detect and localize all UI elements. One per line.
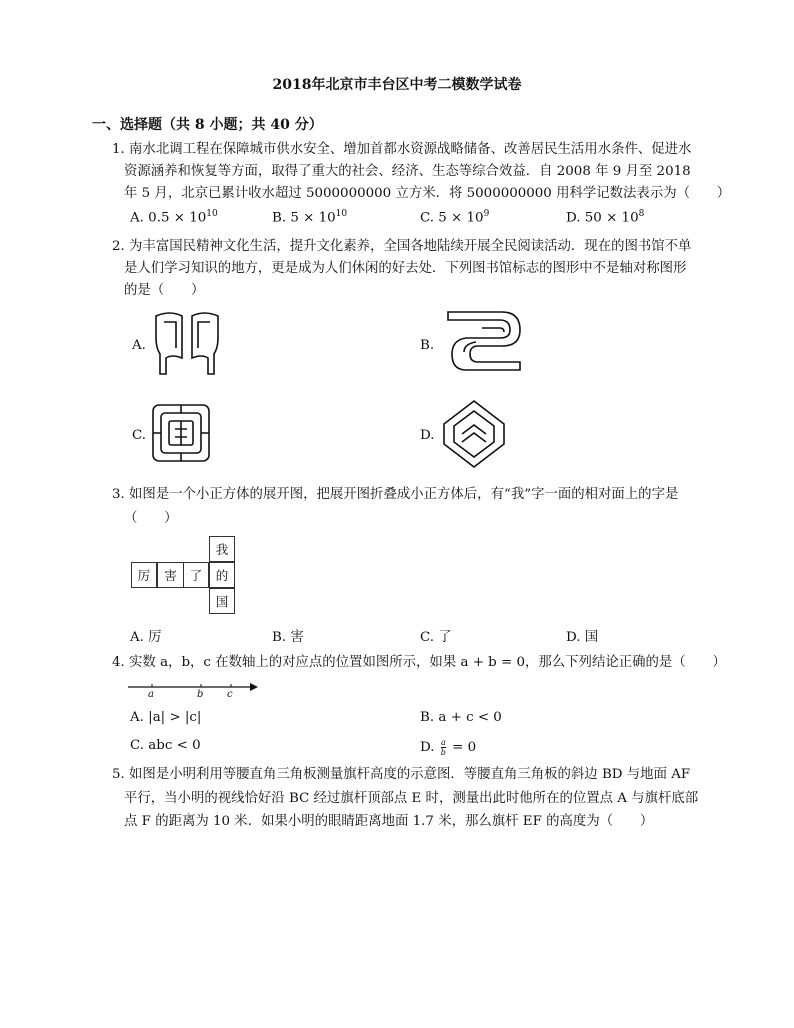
q5-line-2: 平行，当小明的视线恰好沿 BC 经过旗杆顶部点 E 时，测量出此时他所在的位置点 A 与旗杆底部 (124, 791, 699, 806)
q3-option-a[interactable]: A. 厉 (130, 630, 162, 645)
cube-face-wo: 我 (209, 536, 235, 562)
q1-option-b[interactable] (272, 209, 347, 225)
library-logo-a-icon (146, 308, 228, 376)
library-logo-c-icon (150, 402, 212, 464)
axis-label-b: b (197, 689, 204, 700)
q4-option-d[interactable] (420, 738, 476, 757)
axis-label-c: c (227, 689, 233, 700)
q1-option-d[interactable] (566, 209, 644, 225)
q2-line-3: 的是（ ） (124, 283, 205, 298)
fraction-denominator: b (440, 748, 446, 757)
q2-line-1: 2. 为丰富国民精神文化生活，提升文化素养，全国各地陆续开展全民阅读活动．现在的图书馆不单 (112, 239, 692, 254)
q1-option-a[interactable] (130, 209, 218, 225)
fraction-numerator: a (440, 738, 446, 747)
number-line (126, 678, 266, 706)
q1-option-b-text: B. 5 × 10 (272, 210, 336, 226)
q2-option-a-label[interactable]: A. (132, 338, 146, 353)
library-logo-d-icon (440, 398, 508, 470)
cube-face-li: 厉 (131, 562, 157, 588)
cube-face-de: 的 (209, 562, 235, 588)
q2-line-2: 是人们学习知识的地方，更是成为人们休闲的好去处．下列图书馆标志的图形中不是轴对称图形 (124, 261, 687, 276)
q4-option-d-equals: = 0 (452, 740, 477, 755)
q1-option-c[interactable] (420, 209, 489, 225)
q1-option-c-exp: 9 (483, 209, 490, 219)
axis-label-a: a (148, 689, 154, 700)
q2-option-c-label[interactable]: C. (132, 428, 147, 443)
q4-fraction (441, 738, 446, 757)
q4-option-d-label: D. (420, 740, 435, 755)
q1-option-d-exp: 8 (638, 209, 645, 219)
q1-line-2: 资源涵养和恢复等方面，取得了重大的社会、经济、生态等综合效益．自 2008 年 9 月至 2018 (124, 164, 691, 179)
q3-option-d[interactable]: D. 国 (566, 630, 599, 645)
q3-line-1: 3. 如图是一个小正方体的展开图，把展开图折叠成小正方体后，有“我”字一面的相对面上的字是 (112, 487, 679, 502)
q5-line-3: 点 F 的距离为 10 米．如果小明的眼睛距离地面 1.7 米，那么旗杆 EF 的高度为（ ） (124, 814, 654, 829)
q4-option-a[interactable]: A. |a| > |c| (130, 710, 202, 725)
cube-face-le: 了 (183, 562, 209, 588)
q1-option-b-exp: 10 (335, 209, 348, 219)
page-title: 2018年北京市丰台区中考二模数学试卷 (272, 77, 522, 93)
q1-option-a-exp: 10 (206, 209, 218, 219)
q2-option-d-label[interactable]: D. (420, 428, 435, 443)
q1-option-a-text: A. 0.5 × 10 (130, 210, 207, 226)
q4-option-b[interactable]: B. a + c < 0 (420, 710, 502, 725)
q1-line-3: 年 5 月，北京已累计收水超过 5000000000 立方米．将 5000000000 用科学记数法表示为（ ） (124, 186, 731, 201)
q5-line-1: 5. 如图是小明利用等腰直角三角板测量旗杆高度的示意图．等腰直角三角板的斜边 BD 与地面 AF (112, 767, 691, 782)
cube-face-hai: 害 (157, 562, 184, 588)
q4-option-c[interactable]: C. abc < 0 (130, 738, 201, 753)
q2-option-b-label[interactable]: B. (420, 338, 435, 353)
cube-face-guo: 国 (209, 588, 235, 614)
q3-option-b[interactable]: B. 害 (272, 630, 304, 645)
q3-line-2: （ ） (124, 511, 178, 526)
q1-line-1: 1. 南水北调工程在保障城市供水安全、增加首都水资源战略储备、改善居民生活用水条件、促进水 (112, 142, 692, 157)
q1-option-c-text: C. 5 × 10 (420, 210, 484, 226)
q3-option-c[interactable]: C. 了 (420, 630, 452, 645)
section-heading: 一、选择题（共 8 小题；共 40 分） (92, 117, 323, 133)
library-logo-b-icon (442, 306, 526, 376)
q4-line-1: 4. 实数 a，b，c 在数轴上的对应点的位置如图所示，如果 a + b = 0，那么下列结论正确的是（ ） (112, 655, 726, 670)
q1-option-d-text: D. 50 × 10 (566, 210, 639, 226)
